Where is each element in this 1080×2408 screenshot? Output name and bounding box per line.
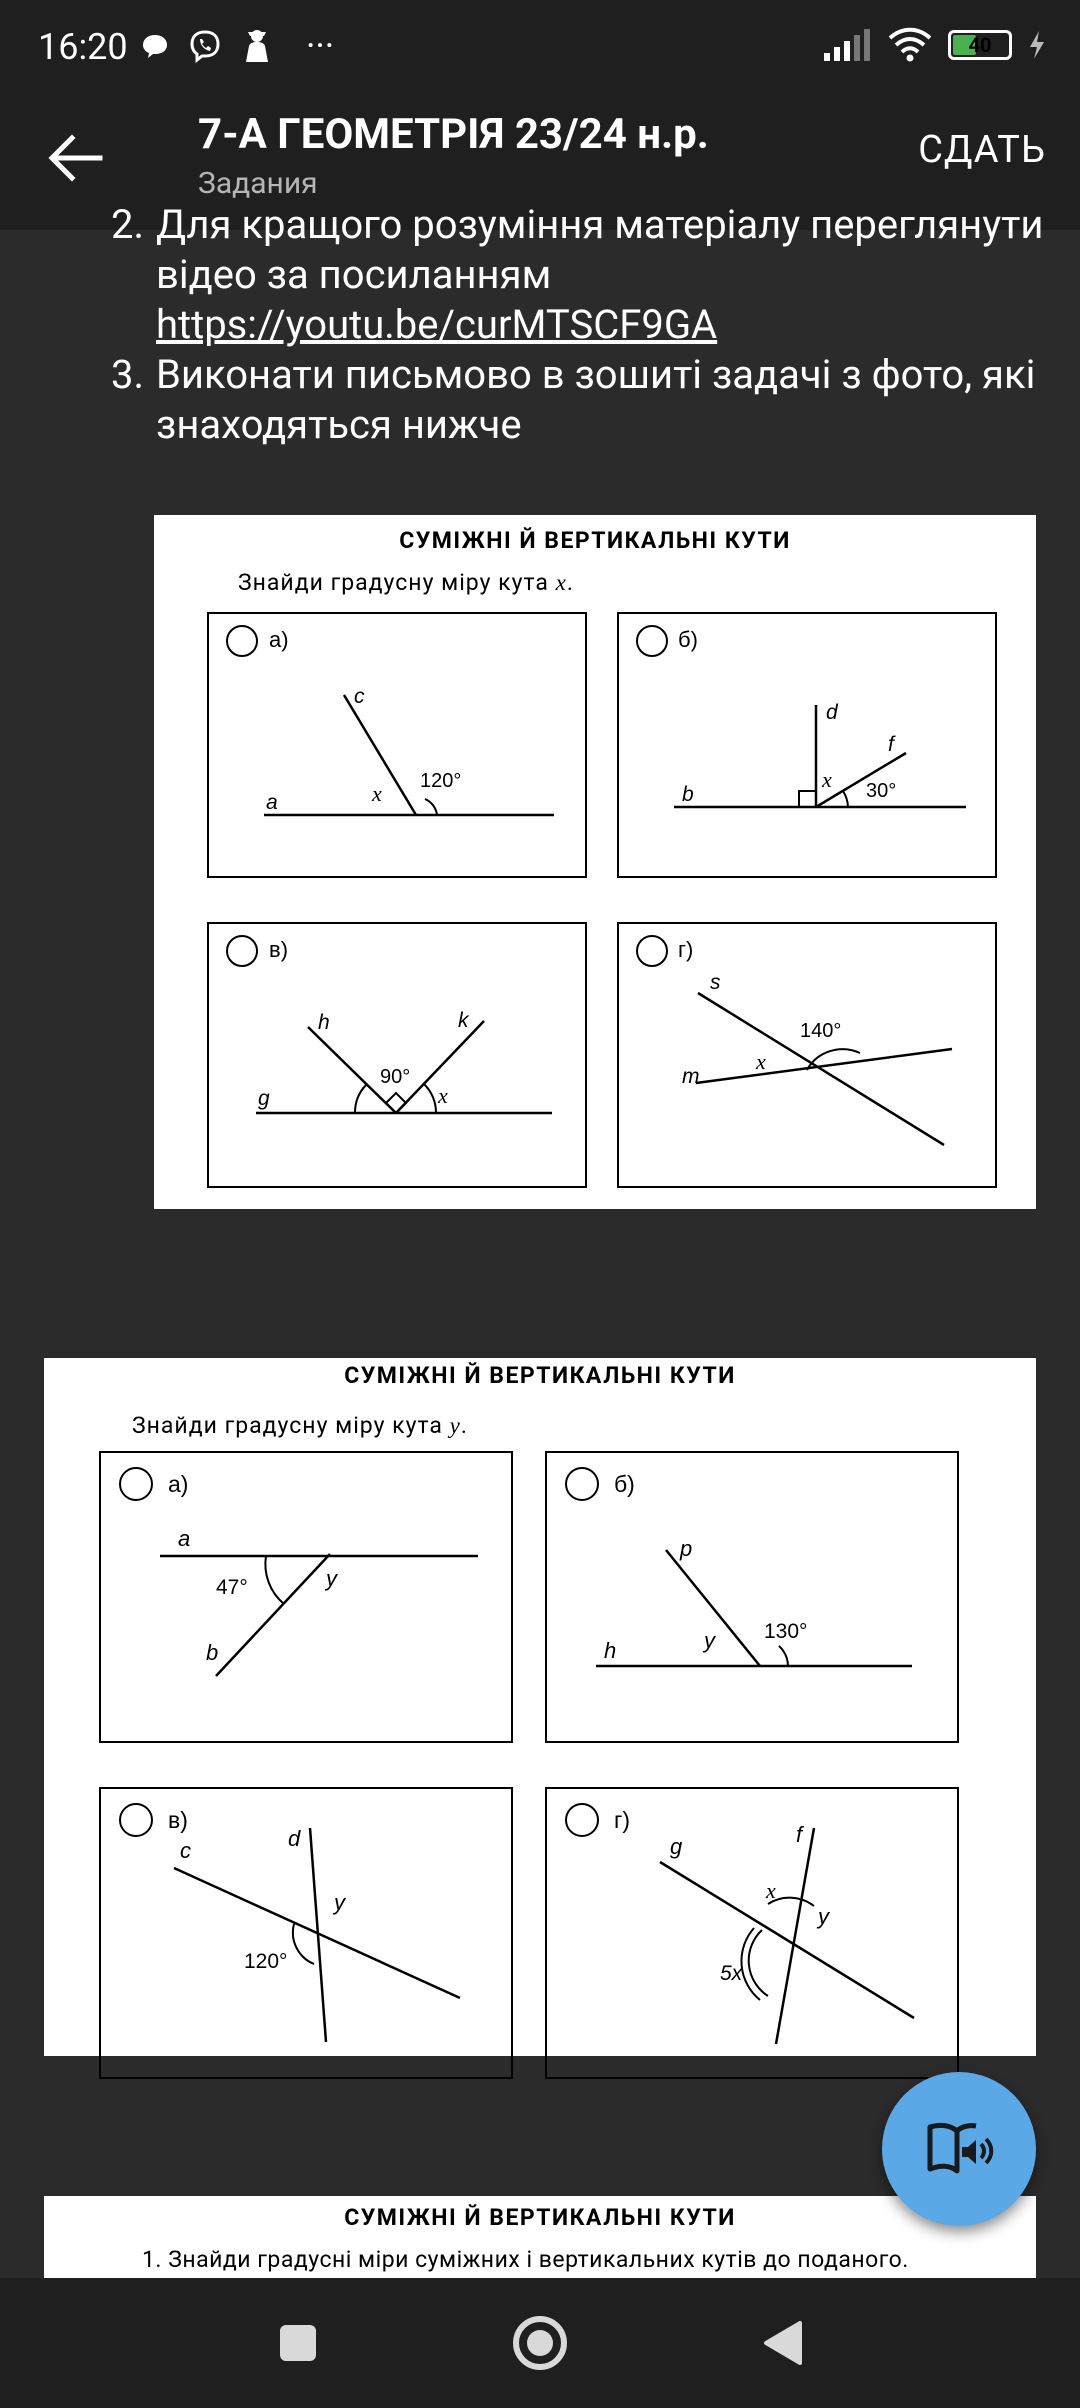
angle-value: 120° (420, 770, 462, 792)
person-icon (240, 28, 274, 64)
figure-1v-label: в) (269, 937, 289, 962)
worksheet-2-figures (44, 1358, 1036, 2056)
submit-button[interactable]: СДАТЬ (918, 128, 1046, 172)
angle-value: 130° (764, 1620, 808, 1643)
figure-2v (174, 1828, 460, 2042)
line-label: s (710, 971, 721, 994)
status-bar (0, 0, 1080, 96)
worksheet-prompt: Знайди градусну міру кута x. (238, 569, 574, 596)
worksheet-image-2 (44, 1358, 1036, 2056)
read-aloud-button[interactable] (882, 2072, 1036, 2226)
chat-bubble-icon (140, 31, 170, 61)
line-label: p (680, 1536, 693, 1561)
figure-2v-label: в) (168, 1807, 188, 1833)
line-label: a (266, 791, 278, 814)
battery-level: 40 (968, 33, 992, 57)
wifi-icon (888, 28, 932, 62)
worksheet-title: СУМІЖНІ Й ВЕРТИКАЛЬНІ КУТИ (344, 2204, 736, 2231)
status-system-icons (822, 28, 1046, 62)
line-label: k (458, 1009, 469, 1032)
worksheet-prompt: Знайди градусну міру кута y. (132, 1412, 468, 1439)
figure-1b (674, 705, 966, 807)
figure-2g (660, 1828, 914, 2044)
figure-1a (264, 695, 554, 815)
unknown-angle: x (822, 767, 832, 792)
unknown-angle: x (756, 1049, 766, 1074)
instruction-item-3: 3. Виконати письмово в зошиті задачі з фото, які знаходяться нижче (154, 350, 1080, 450)
viber-icon (188, 29, 222, 63)
unknown-angle: y (818, 1904, 829, 1929)
unknown-angle: x (372, 781, 382, 806)
figure-2a-label: а) (168, 1471, 189, 1497)
circle-home-icon (510, 2313, 570, 2373)
line-label: m (682, 1065, 700, 1088)
angle-value: 47° (216, 1576, 248, 1599)
figure-1g-label: г) (678, 937, 694, 962)
line-label: b (206, 1640, 219, 1665)
recents-button[interactable] (250, 2278, 346, 2408)
line-label: f (796, 1822, 803, 1847)
angle-value: 140° (800, 1020, 842, 1042)
arrow-left-icon[interactable] (44, 126, 108, 190)
status-time: 16:20 (38, 26, 128, 68)
unknown-angle: x (438, 1083, 448, 1108)
instructions-list (0, 200, 1080, 450)
worksheet-title: СУМІЖНІ Й ВЕРТИКАЛЬНІ КУТИ (399, 527, 791, 554)
line-label: b (682, 783, 694, 806)
signal-icon (822, 29, 872, 61)
figure-1a-label: а) (269, 627, 289, 652)
angle-value: 30° (866, 780, 897, 802)
instruction-item-2: 2. Для кращого розуміння матеріалу переглянути відео за посиланням https://youtu.be/curMTSCF9GA (154, 200, 1080, 350)
line-label: a (178, 1526, 191, 1551)
line-label: d (826, 701, 838, 724)
angle-value: 5x (720, 1962, 743, 1985)
system-nav-bar (0, 2278, 1080, 2408)
worksheet-1-figures (154, 515, 1036, 1209)
unknown-angle: y (326, 1566, 337, 1591)
figure-1g (696, 993, 952, 1145)
status-notification-icons (140, 25, 335, 67)
back-button[interactable] (734, 2278, 830, 2408)
book-audio-icon (924, 2119, 994, 2179)
worksheet-title: СУМІЖНІ Й ВЕРТИКАЛЬНІ КУТИ (344, 1362, 736, 1389)
unknown-angle: y (704, 1628, 715, 1653)
angle-value: 120° (244, 1950, 288, 1973)
square-icon (278, 2323, 318, 2363)
line-label: h (318, 1011, 330, 1034)
angle-value: 90° (380, 1066, 411, 1088)
line-label: f (888, 733, 894, 756)
line-label: d (288, 1826, 301, 1851)
page-title: 7-А ГЕОМЕТРІЯ 23/24 н.р. (198, 110, 709, 159)
battery-icon (948, 30, 1012, 60)
home-button[interactable] (490, 2278, 590, 2408)
figure-2g-label: г) (614, 1807, 631, 1833)
figure-2b (596, 1550, 912, 1666)
figure-1b-label: б) (678, 627, 698, 652)
unknown-angle: x (766, 1878, 776, 1903)
worksheet-image-1 (154, 515, 1036, 1209)
assignment-content[interactable] (0, 201, 1080, 2278)
line-label: g (670, 1834, 683, 1859)
line-label: h (604, 1638, 617, 1663)
worksheet-prompt: 1. Знайди градусні міри суміжних і вертикальних кутів до поданого. (142, 2246, 909, 2273)
figure-2b-label: б) (614, 1471, 635, 1497)
unknown-angle: y (334, 1890, 345, 1915)
video-link[interactable]: https://youtu.be/curMTSCF9GA (156, 301, 718, 348)
more-notifications: ··· (306, 25, 335, 67)
triangle-back-icon (760, 2319, 804, 2367)
line-label: g (258, 1087, 270, 1110)
page-subtitle: Задания (198, 166, 318, 201)
line-label: c (354, 685, 365, 708)
line-label: c (180, 1838, 191, 1863)
charging-bolt-icon (1028, 30, 1046, 60)
